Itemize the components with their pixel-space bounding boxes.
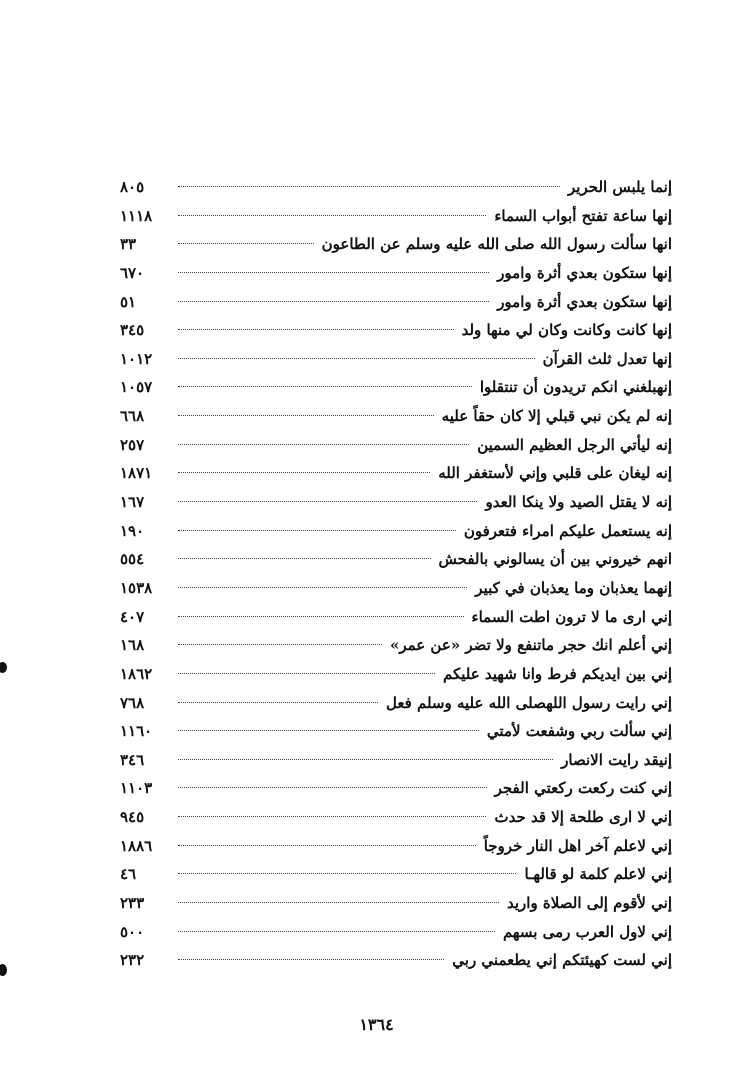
dot-leader [178,186,560,187]
index-entry [120,259,672,288]
entry-page-number: ٥٠٠ [120,922,145,941]
entry-page-number: ٢٣٣ [120,894,145,913]
entry-title: إنهبلغني انكم تريدون أن تنتقلوا [479,378,672,397]
entry-page-number: ١٠٥٧ [120,378,153,397]
dot-leader [178,787,487,788]
dot-leader [178,873,516,874]
index-entry [120,918,672,947]
index-entry [120,946,672,975]
index-entry [120,459,672,488]
entry-page-number: ١٨٨٦ [120,836,153,855]
entry-title: إنه لا يقتل الصيد ولا ينكا العدو [485,493,672,512]
index-entry [120,631,672,660]
dot-leader [178,558,431,559]
entry-page-number: ١٠١٢ [120,349,153,368]
dot-leader [178,959,444,960]
entry-page-number: ٤٦ [120,865,137,884]
entry-page-number: ٥١ [120,292,137,311]
dot-leader [178,301,489,302]
index-entry [120,860,672,889]
dot-leader [178,272,489,273]
index-entry [120,488,672,517]
index-entry [120,545,672,574]
entry-page-number: ٥٥٤ [120,550,145,569]
dot-leader [178,530,456,531]
entry-title: إني لأقوم إلى الصلاة واريد [507,894,672,913]
entry-page-number: ٢٥٧ [120,435,145,454]
index-entry [120,574,672,603]
entry-page-number: ١٦٧ [120,493,145,512]
entry-title: إنه يستعمل عليكم امراء فتعرفون [463,521,672,540]
index-entry [120,517,672,546]
entry-title: إني لا ارى طلحة إلا قد حدث [494,808,672,827]
entry-title: إني لاعلم آخر اهل النار خروجاً [483,836,672,855]
dot-leader [178,444,469,445]
entry-page-number: ١٨٦٢ [120,664,153,683]
dot-leader [178,759,553,760]
entry-title: إنها كانت وكانت وكان لي منها ولد [461,321,672,340]
entry-page-number: ١١٠٣ [120,779,153,798]
index-entry [120,689,672,718]
dot-leader [178,673,435,674]
entry-page-number: ١٥٣٨ [120,578,153,597]
dot-leader [178,243,314,244]
index-entry [120,288,672,317]
entry-page-number: ٧٦٨ [120,693,145,712]
entry-page-number: ٣٣ [120,235,137,254]
entry-title: إني سألت ربي وشفعت لأمتي [486,722,672,741]
dot-leader [178,702,378,703]
entry-title: إني بين ايديكم فرط وانا شهيد عليكم [442,664,672,683]
entry-title: إنه ليأتي الرجل العظيم السمين [477,435,672,454]
dot-leader [178,816,486,817]
entry-page-number: ٩٤٥ [120,808,145,827]
index-entry [120,173,672,202]
entry-title: انهم خيروني بين أن يسالوني بالفحش [438,550,672,569]
entry-page-number: ١٦٨ [120,636,145,655]
index-entry [120,746,672,775]
entry-title: إنما يلبس الحرير [568,178,672,196]
dot-leader [178,644,382,645]
index-entry [120,230,672,259]
index-entry [120,832,672,861]
index-entry [120,202,672,231]
index-entry [120,431,672,460]
index-entry [120,660,672,689]
entry-title: إني رايت رسول اللهصلى الله عليه وسلم فعل [385,693,672,712]
dot-leader [178,215,486,216]
dot-leader [178,845,476,846]
entry-title: إني لست كهيئتكم إني يطعمني ربي [452,951,672,970]
entry-page-number: ٣٤٦ [120,750,145,769]
margin-speck [0,662,7,673]
page-number: ١٣٦٤ [359,1015,394,1034]
entry-title: إنه ليغان على قلبي وإني لأستغفر الله [438,464,672,483]
entry-title: إنيقد رايت الانصار [561,750,672,769]
entry-title: إني لاول العرب رمى بسهم [502,922,672,941]
entry-page-number: ٨٠٥ [120,178,145,196]
dot-leader [178,386,472,387]
entry-page-number: ٣٤٥ [120,321,145,340]
dot-leader [178,616,464,617]
entry-title: إنه لم يكن نبي قبلي إلا كان حقاً عليه [441,407,672,426]
entry-page-number: ٦٦٨ [120,407,145,426]
entry-title: إني كنت ركعت ركعتي الفجر [494,779,672,798]
index-entry [120,803,672,832]
entry-title: إني ارى ما لا ترون اطت السماء [471,607,672,626]
entry-page-number: ١٨٧١ [120,464,153,483]
entry-page-number: ٢٣٢ [120,951,145,970]
dot-leader [178,730,479,731]
dot-leader [178,931,495,932]
index-entry [120,402,672,431]
margin-speck [0,964,7,976]
entry-title: إنهما يعذبان وما يعذبان في كبير [475,578,672,597]
index-entry [120,316,672,345]
hadith-index-list [120,173,672,975]
index-entry [120,889,672,918]
entry-title: إنها ستكون بعدي أثرة وامور [497,263,672,282]
dot-leader [178,358,535,359]
index-entry [120,603,672,632]
index-entry [120,345,672,374]
entry-page-number: ٤٠٧ [120,607,145,626]
entry-title: إني أعلم انك حجر ماتنفع ولا تضر «عن عمر» [389,636,672,655]
dot-leader [178,587,467,588]
entry-title: إنها ستكون بعدي أثرة وامور [497,292,672,311]
index-entry [120,717,672,746]
dot-leader [178,415,434,416]
dot-leader [178,902,499,903]
entry-title: إنها ساعة تفتح أبواب السماء [494,206,672,225]
dot-leader [178,329,454,330]
index-entry [120,774,672,803]
entry-page-number: ١١٦٠ [120,722,153,741]
entry-page-number: ١١١٨ [120,206,153,225]
entry-title: إنها تعدل ثلث القرآن [542,349,672,368]
dot-leader [178,472,430,473]
entry-title: انها سألت رسول الله صلى الله عليه وسلم عن الطاعون [321,235,672,254]
entry-page-number: ١٩٠ [120,521,145,540]
entry-page-number: ٦٧٠ [120,263,145,282]
dot-leader [178,501,477,502]
index-entry [120,373,672,402]
entry-title: إني لاعلم كلمة لو قالهـا [524,865,672,884]
